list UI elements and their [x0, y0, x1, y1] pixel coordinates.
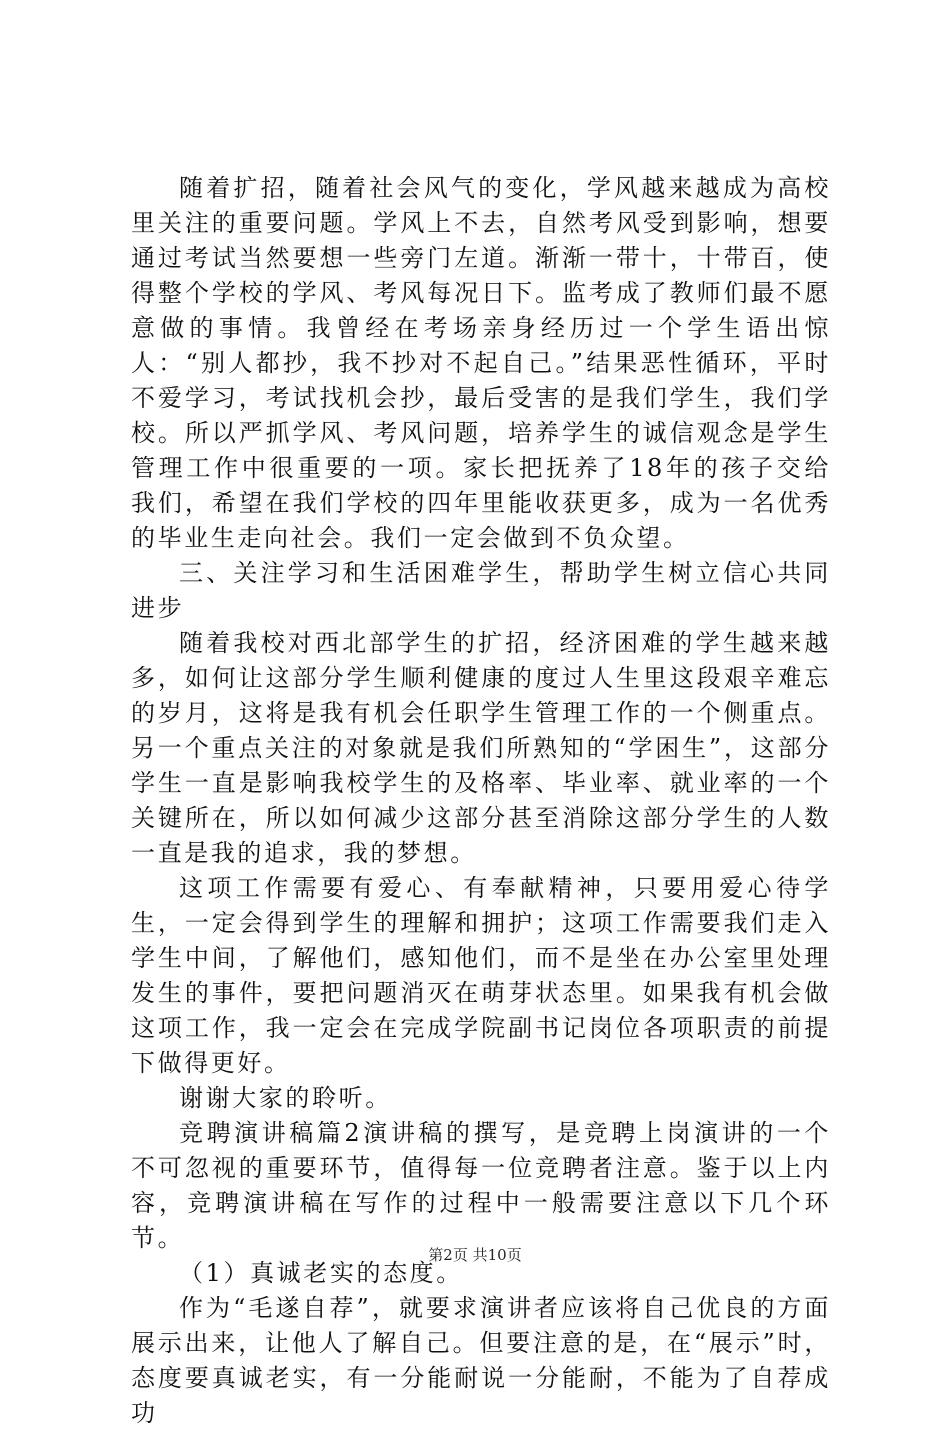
subheading-sincere-attitude: （1）真诚老实的态度。	[179, 1259, 463, 1287]
document-body	[131, 171, 831, 1431]
section-heading-3: 三、关注学习和生活困难学生，帮助学生树立信心共同进步	[131, 559, 831, 622]
paragraph-work-commitment: 这项工作需要有爱心、有奉献精神，只要用爱心待学生，一定会得到学生的理解和拥护；这项工作需要我们走入学生中间，了解他们，感知他们，而不是坐在办公室里处理发生的事件，要把问题消灭在萌芽状态里。如果我有机会做这项工作，我一定会在完成学院副书记岗位各项职责的前提下做得更好。	[131, 874, 831, 1077]
page-number-footer: 第2页 共10页	[428, 1246, 522, 1264]
paragraph-speech-article-2: 竞聘演讲稿篇2演讲稿的撰写，是竞聘上岗演讲的一个不可忽视的重要环节，值得每一位竞聘者注意。鉴于以上内容，竞聘演讲稿在写作的过程中一般需要注意以下几个环节。	[131, 1119, 831, 1252]
paragraph-difficult-students: 随着我校对西北部学生的扩招，经济困难的学生越来越多，如何让这部分学生顺利健康的度过人生里这段艰辛难忘的岁月，这将是我有机会任职学生管理工作的一个侧重点。另一个重点关注的对象就是我们所熟知的“学困生”，这部分学生一直是影响我校学生的及格率、毕业率、就业率的一个关键所在，所以如何减少这部分甚至消除这部分学生的人数一直是我的追求，我的梦想。	[131, 629, 831, 867]
paragraph-study-style: 随着扩招，随着社会风气的变化，学风越来越成为高校里关注的重要问题。学风上不去，自然考风受到影响，想要通过考试当然要想一些旁门左道。渐渐一带十，十带百，使得整个学校的学风、考风每况日下。监考成了教师们最不愿意做的事情。我曾经在考场亲身经历过一个学生语出惊人：“别人都抄，我不抄对不起自己。”结果恶性循环，平时不爱学习，考试找机会抄，最后受害的是我们学生，我们学校。所以严抓学风、考风问题，培养学生的诚信观念是学生管理工作中很重要的一项。家长把抚养了18年的孩子交给我们，希望在我们学校的四年里能收获更多，成为一名优秀的毕业生走向社会。我们一定会做到不负众望。	[131, 174, 831, 552]
paragraph-thanks: 谢谢大家的聆听。	[179, 1084, 392, 1112]
paragraph-self-recommend: 作为“毛遂自荐”，就要求演讲者应该将自己优良的方面展示出来，让他人了解自己。但要注意的是，在“展示”时，态度要真诚老实，有一分能耐说一分能耐，不能为了自荐成功	[131, 1294, 831, 1427]
